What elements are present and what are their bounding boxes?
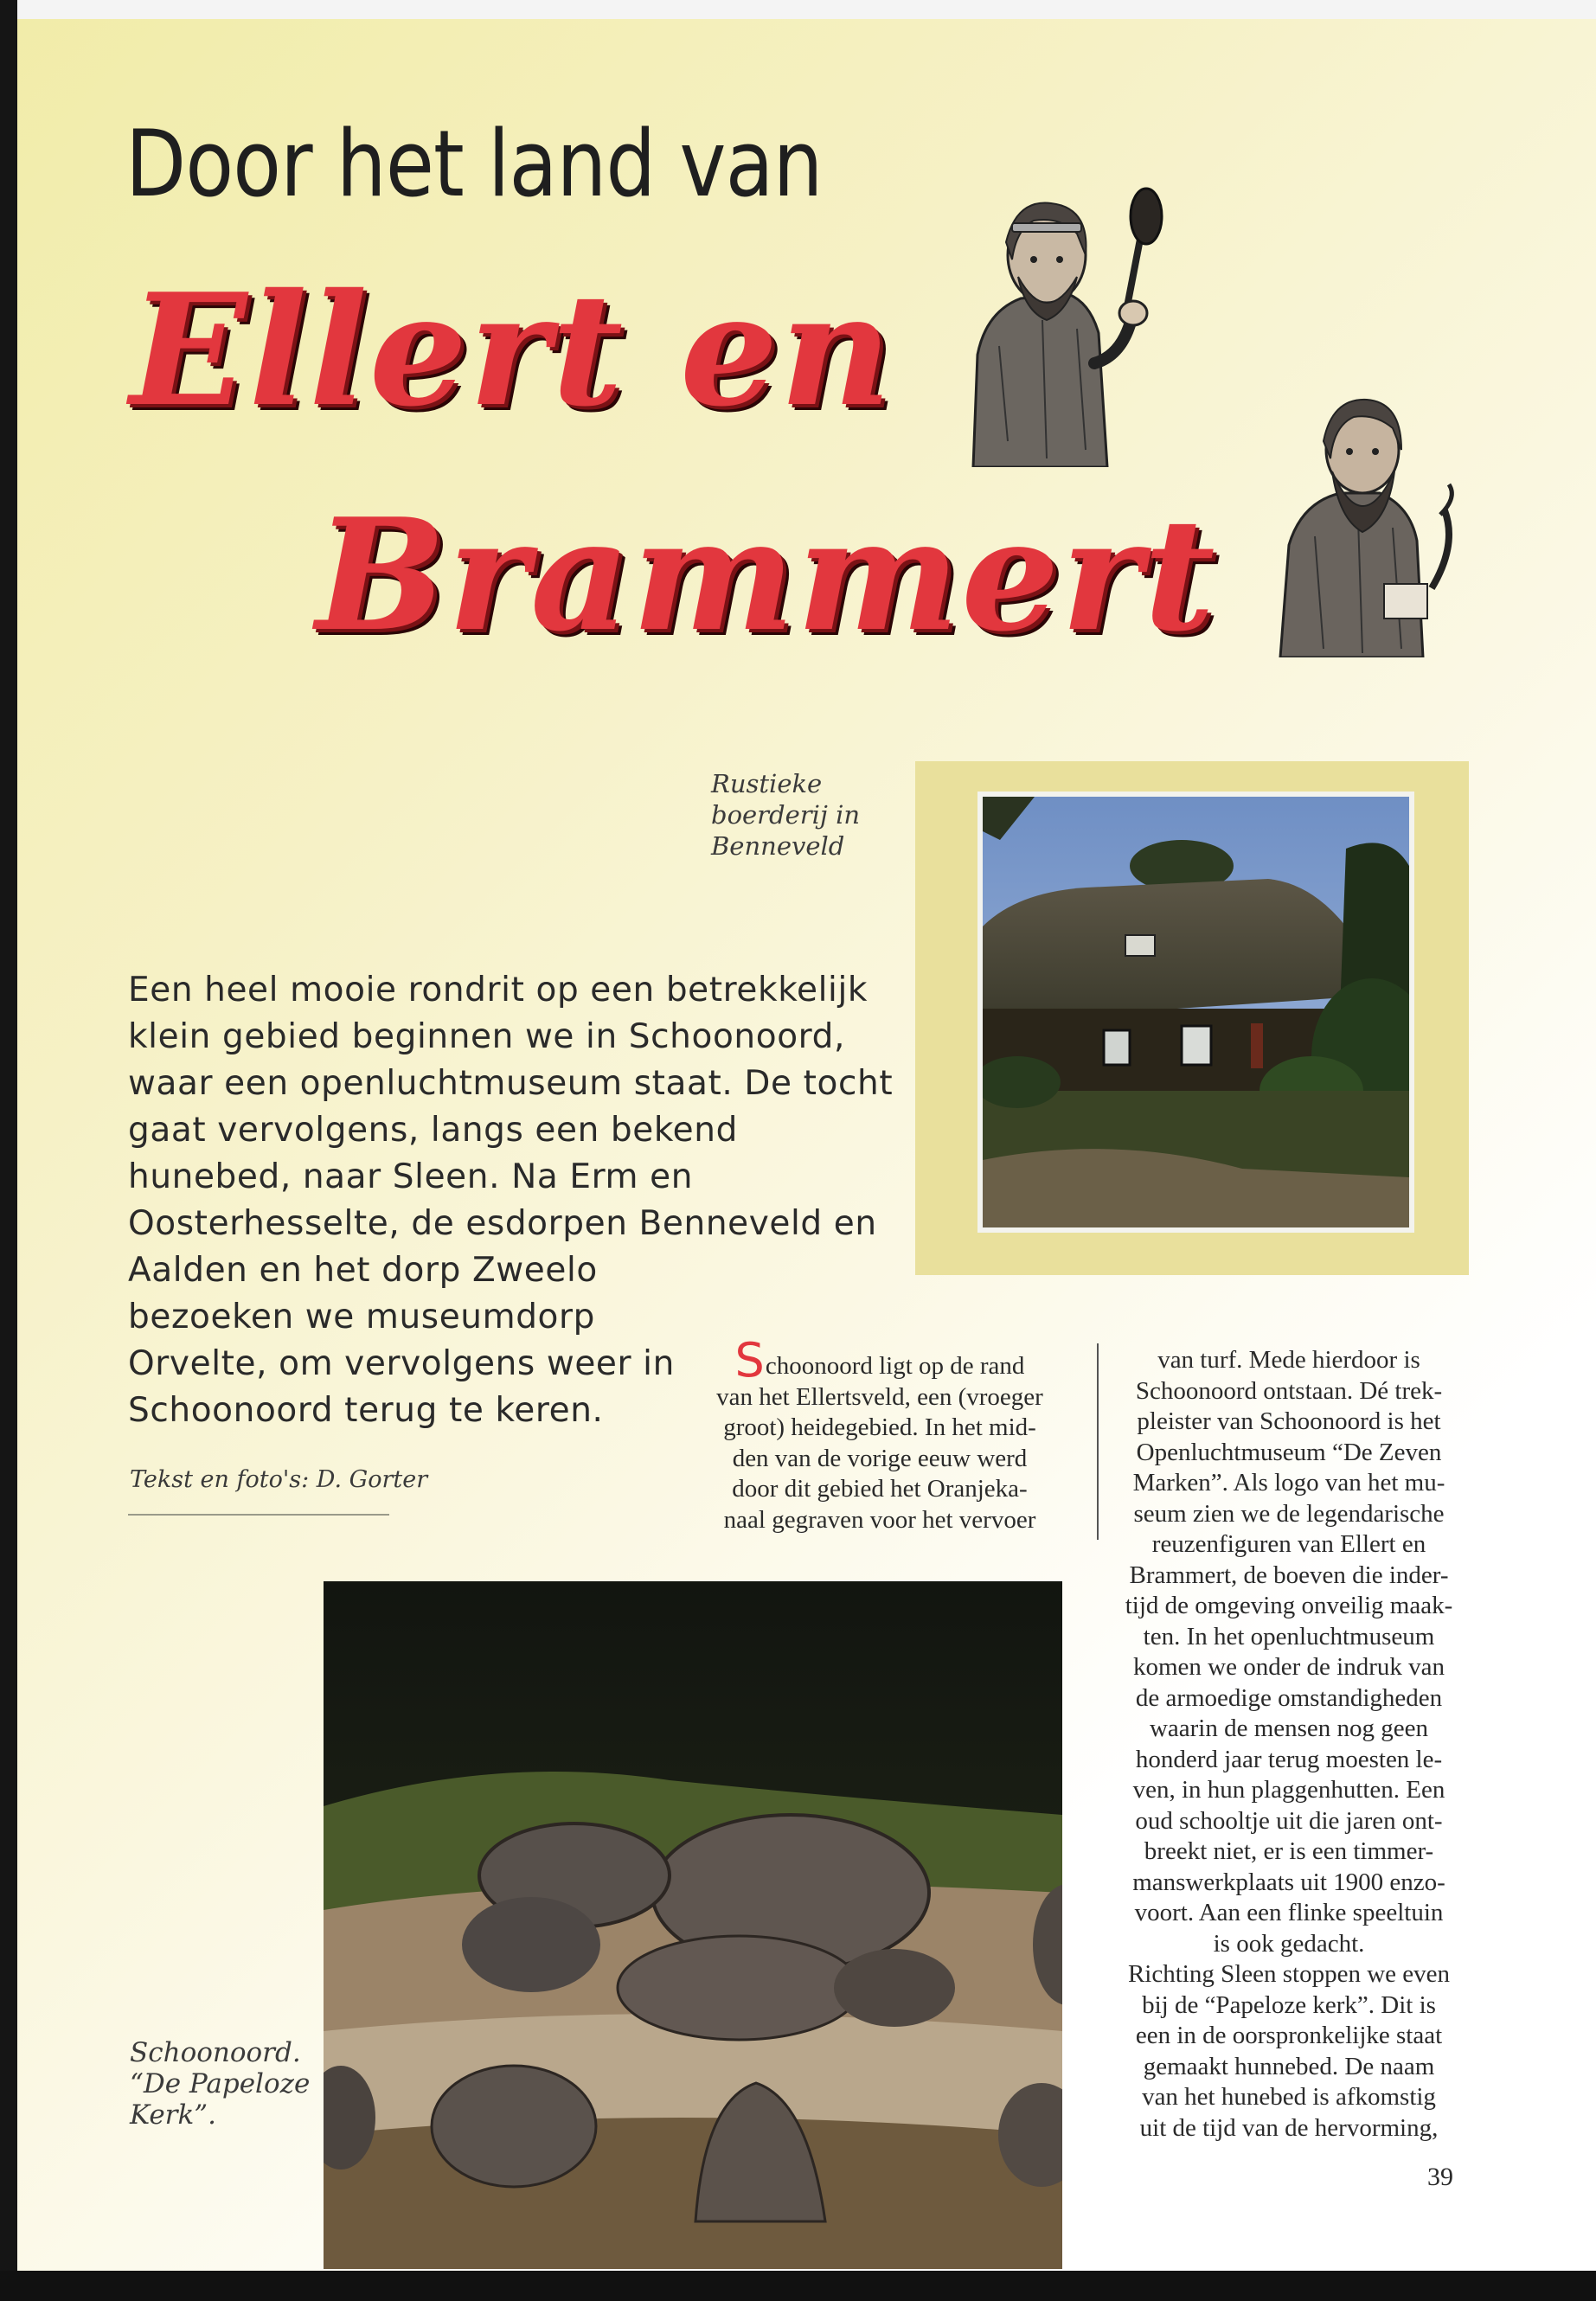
body-line: breekt niet, er is een timmer- — [1144, 1837, 1434, 1865]
body-line: voort. Aan een flinke speeltuin — [1134, 1899, 1444, 1926]
body-line: is ook gedacht. — [1213, 1929, 1365, 1958]
body-line: van het hunebed is afkomstig — [1142, 2083, 1436, 2111]
dolmen-caption-line: “De Papeloze — [130, 2068, 311, 2099]
body-line-first-text: choonoord ligt op de rand — [765, 1352, 1025, 1380]
giant-ellert-illustration — [939, 182, 1181, 467]
body-column-2 — [1099, 1345, 1479, 2144]
body-line: seum zien we de legendarische — [1133, 1499, 1445, 1528]
body-line: ven, in hun plaggenhutten. Een — [1132, 1776, 1445, 1804]
body-line: een in de oorspronkelijke staat — [1135, 2022, 1443, 2049]
intro-line: bezoeken we museumdorp — [128, 1298, 596, 1336]
body-line: waarin de mensen nog geen — [1149, 1715, 1429, 1742]
farm-photo — [977, 792, 1414, 1233]
body-line: honderd jaar terug moesten le- — [1135, 1745, 1443, 1773]
body-line: ten. In het openluchtmuseum — [1143, 1622, 1435, 1650]
intro-line: klein gebied beginnen we in Schoonoord, — [128, 1017, 845, 1056]
intro-line: Schoonoord terug te keren. — [128, 1391, 604, 1430]
dropcap: S — [734, 1333, 765, 1388]
farm-caption-text: Rustieke boerderij in Benneveld — [711, 769, 861, 861]
giant-brammert-illustration — [1272, 389, 1471, 657]
scan-left-edge — [0, 0, 17, 2301]
body-line: Openluchtmuseum “De Zeven — [1136, 1438, 1442, 1466]
body-line: Schoonoord ontstaan. Dé trek- — [1135, 1376, 1443, 1405]
intro-line: Orvelte, om vervolgens weer in — [128, 1344, 675, 1383]
body-line: reuzenfiguren van Ellert en — [1151, 1530, 1426, 1558]
body-line: naal gegraven voor het vervoer — [723, 1505, 1036, 1534]
headline-title-line-1: Ellert en — [130, 260, 894, 440]
body-line: bij de “Papeloze kerk”. Dit is — [1142, 1990, 1436, 2019]
body-line: van het Ellertsveld, een (vroeger — [716, 1382, 1043, 1411]
body-line: van turf. Mede hierdoor is — [1157, 1346, 1420, 1374]
body-line: pleister van Schoonoord is het — [1137, 1407, 1441, 1435]
body-line: komen we onder de indruk van — [1133, 1653, 1445, 1681]
dolmen-photo-caption — [130, 2037, 311, 2131]
body-line: tijd de omgeving onveilig maak- — [1125, 1592, 1453, 1619]
page-number: 39 — [1427, 2163, 1453, 2191]
intro-line: gaat vervolgens, langs een bekend — [128, 1111, 738, 1150]
body-line: gemaakt hunnebed. De naam — [1143, 2052, 1435, 2080]
body-line-first — [681, 1333, 1079, 1388]
intro-line: Een heel mooie rondrit op een betrekkelijk — [128, 971, 869, 1009]
body-line: manswerkplaats uit 1900 enzo- — [1132, 1868, 1445, 1896]
dolmen-photo — [324, 1581, 1062, 2269]
dolmen-caption-line: Schoonoord. — [130, 2037, 301, 2068]
byline: Tekst en foto's: D. Gorter — [130, 1466, 428, 1493]
body-line: groot) heidegebied. In het mid- — [723, 1413, 1036, 1441]
body-line: door dit gebied het Oranjeka- — [732, 1475, 1028, 1503]
body-line: uit de tijd van de hervorming, — [1139, 2113, 1439, 2142]
body-line: Marken”. Als logo van het mu- — [1132, 1469, 1445, 1497]
body-line: de armoedige omstandigheden — [1135, 1683, 1443, 1712]
farm-photo-caption — [711, 768, 875, 862]
body-line: den van de vorige eeuw werd — [732, 1444, 1028, 1472]
body-line: Richting Sleen stoppen we even — [1127, 1960, 1451, 1988]
headline-kicker: Door het land van — [125, 111, 823, 217]
intro-line: hunebed, naar Sleen. Na Erm en — [128, 1157, 694, 1196]
scan-bottom-edge — [0, 2271, 1596, 2301]
byline-divider — [128, 1514, 389, 1516]
scan-top-edge — [0, 0, 1596, 19]
body-column-1 — [681, 1333, 1079, 1535]
intro-line: Aalden en het dorp Zweelo — [128, 1251, 598, 1290]
headline-title-line-2: Brammert — [316, 484, 1217, 665]
intro-line: waar een openluchtmuseum staat. De tocht — [128, 1064, 894, 1103]
dolmen-caption-line: Kerk”. — [130, 2099, 216, 2131]
body-line: oud schooltje uit die jaren ont- — [1135, 1806, 1443, 1835]
intro-line: Oosterhesselte, de esdorpen Benneveld en — [128, 1204, 877, 1243]
body-line: Brammert, de boeven die inder- — [1129, 1561, 1449, 1589]
